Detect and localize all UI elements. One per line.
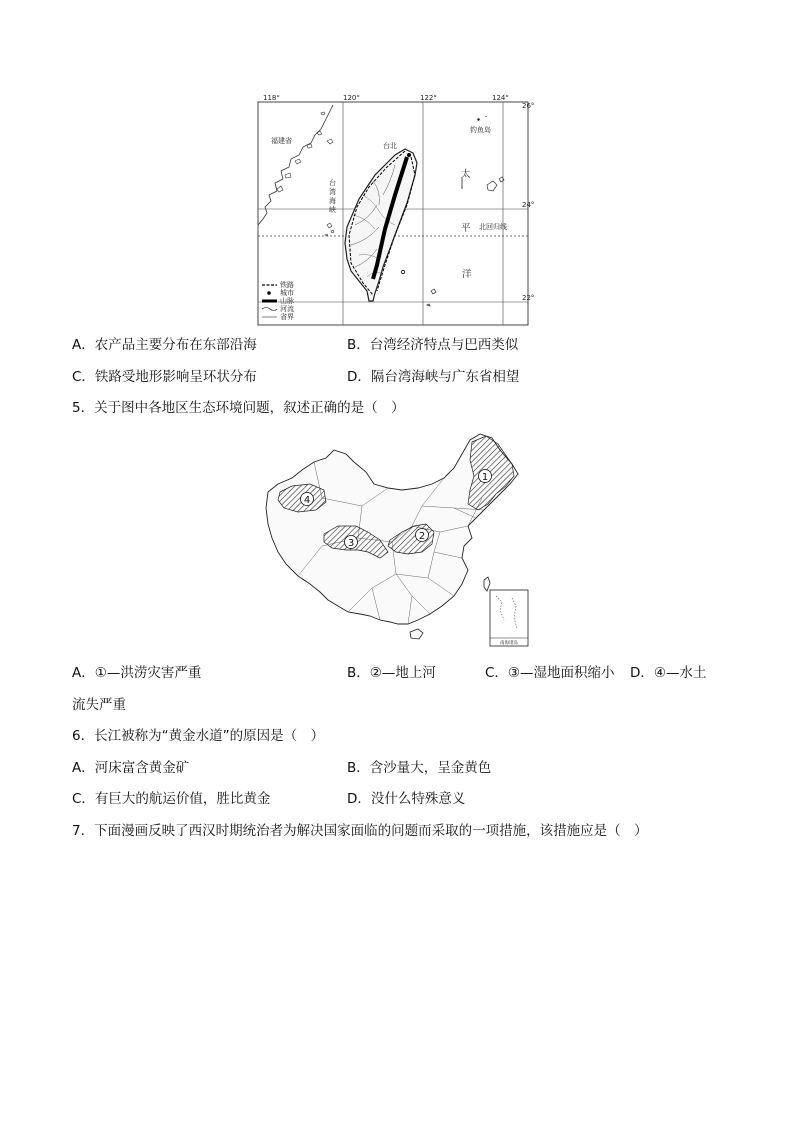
q4-option-c[interactable]: C．铁路受地形影响呈环状分布 xyxy=(72,369,257,385)
china-map xyxy=(262,428,534,650)
lon-label: 124° xyxy=(492,95,509,102)
pacific-label-yang: 洋 xyxy=(462,269,472,280)
q6-option-b[interactable]: B．含沙量大，呈金黄色 xyxy=(347,760,492,776)
lon-label: 122° xyxy=(420,95,437,102)
q6-stem: 6．长江被称为“黄金水道”的原因是（ ） xyxy=(72,728,325,744)
svg-text:1: 1 xyxy=(481,472,489,483)
svg-text:城市: 城市 xyxy=(280,289,294,297)
svg-text:省界: 省界 xyxy=(280,313,294,321)
q5-option-b[interactable]: B．②—地上河 xyxy=(347,665,436,681)
fujian-label: 福建省 xyxy=(271,137,292,145)
svg-text:3: 3 xyxy=(347,538,355,549)
marker-1 xyxy=(479,470,492,484)
q5-option-c[interactable]: C．③—湿地面积缩小 xyxy=(485,665,615,681)
marker-2 xyxy=(416,529,429,543)
svg-text:峡: 峡 xyxy=(329,206,336,214)
svg-text:2: 2 xyxy=(418,531,426,542)
map-legend xyxy=(262,280,294,321)
taipei-label: 台北 xyxy=(383,142,397,150)
svg-text:山脉: 山脉 xyxy=(280,297,294,305)
lon-label: 118° xyxy=(263,95,280,102)
svg-text:河流: 河流 xyxy=(280,305,294,313)
pacific-label-ping: 平 xyxy=(461,223,471,234)
q4-option-b[interactable]: B．台湾经济特点与巴西类似 xyxy=(347,337,519,353)
taiwan-map xyxy=(255,95,535,327)
diaoyu-label: 钓鱼岛 xyxy=(470,126,491,134)
q4-option-d[interactable]: D．隔台湾海峡与广东省相望 xyxy=(347,369,520,385)
q5-stem: 5．关于图中各地区生态环境问题，叙述正确的是（ ） xyxy=(72,400,405,416)
q6-option-a[interactable]: A．河床富含黄金矿 xyxy=(72,760,190,776)
lon-label: 120° xyxy=(343,95,360,102)
marker-4 xyxy=(301,493,314,507)
svg-text:4: 4 xyxy=(303,495,311,506)
fujian-coast xyxy=(258,105,333,225)
svg-text:海: 海 xyxy=(329,197,336,205)
svg-text:湾: 湾 xyxy=(329,188,336,196)
south-china-sea-inset xyxy=(490,590,528,646)
lat-label: 24° xyxy=(522,201,535,209)
q6-option-d[interactable]: D．没什么特殊意义 xyxy=(347,791,466,807)
q5-option-a[interactable]: A．①—洪涝灾害严重 xyxy=(72,665,202,681)
strait-label xyxy=(329,178,336,214)
marker-3 xyxy=(345,536,358,550)
svg-text:铁路: 铁路 xyxy=(280,281,294,289)
svg-text:南海诸岛: 南海诸岛 xyxy=(500,641,518,646)
lat-label: 26° xyxy=(522,102,535,110)
lat-label: 22° xyxy=(522,294,535,302)
q5-option-d[interactable]: D．④—水土 xyxy=(630,665,707,681)
q6-option-c[interactable]: C．有巨大的航运价值，胜比黄金 xyxy=(72,791,271,807)
q7-stem: 7．下面漫画反映了西汉时期统治者为解决国家面临的问题而采取的一项措施，该措施应是（ ） xyxy=(72,823,648,839)
q5-option-d-continued[interactable]: 流失严重 xyxy=(72,697,126,713)
svg-text:台: 台 xyxy=(329,179,336,187)
q4-option-a[interactable]: A．农产品主要分布在东部沿海 xyxy=(72,337,257,353)
tropic-label: 北回归线 xyxy=(479,223,507,231)
pacific-label-tai: 太 xyxy=(461,169,471,180)
